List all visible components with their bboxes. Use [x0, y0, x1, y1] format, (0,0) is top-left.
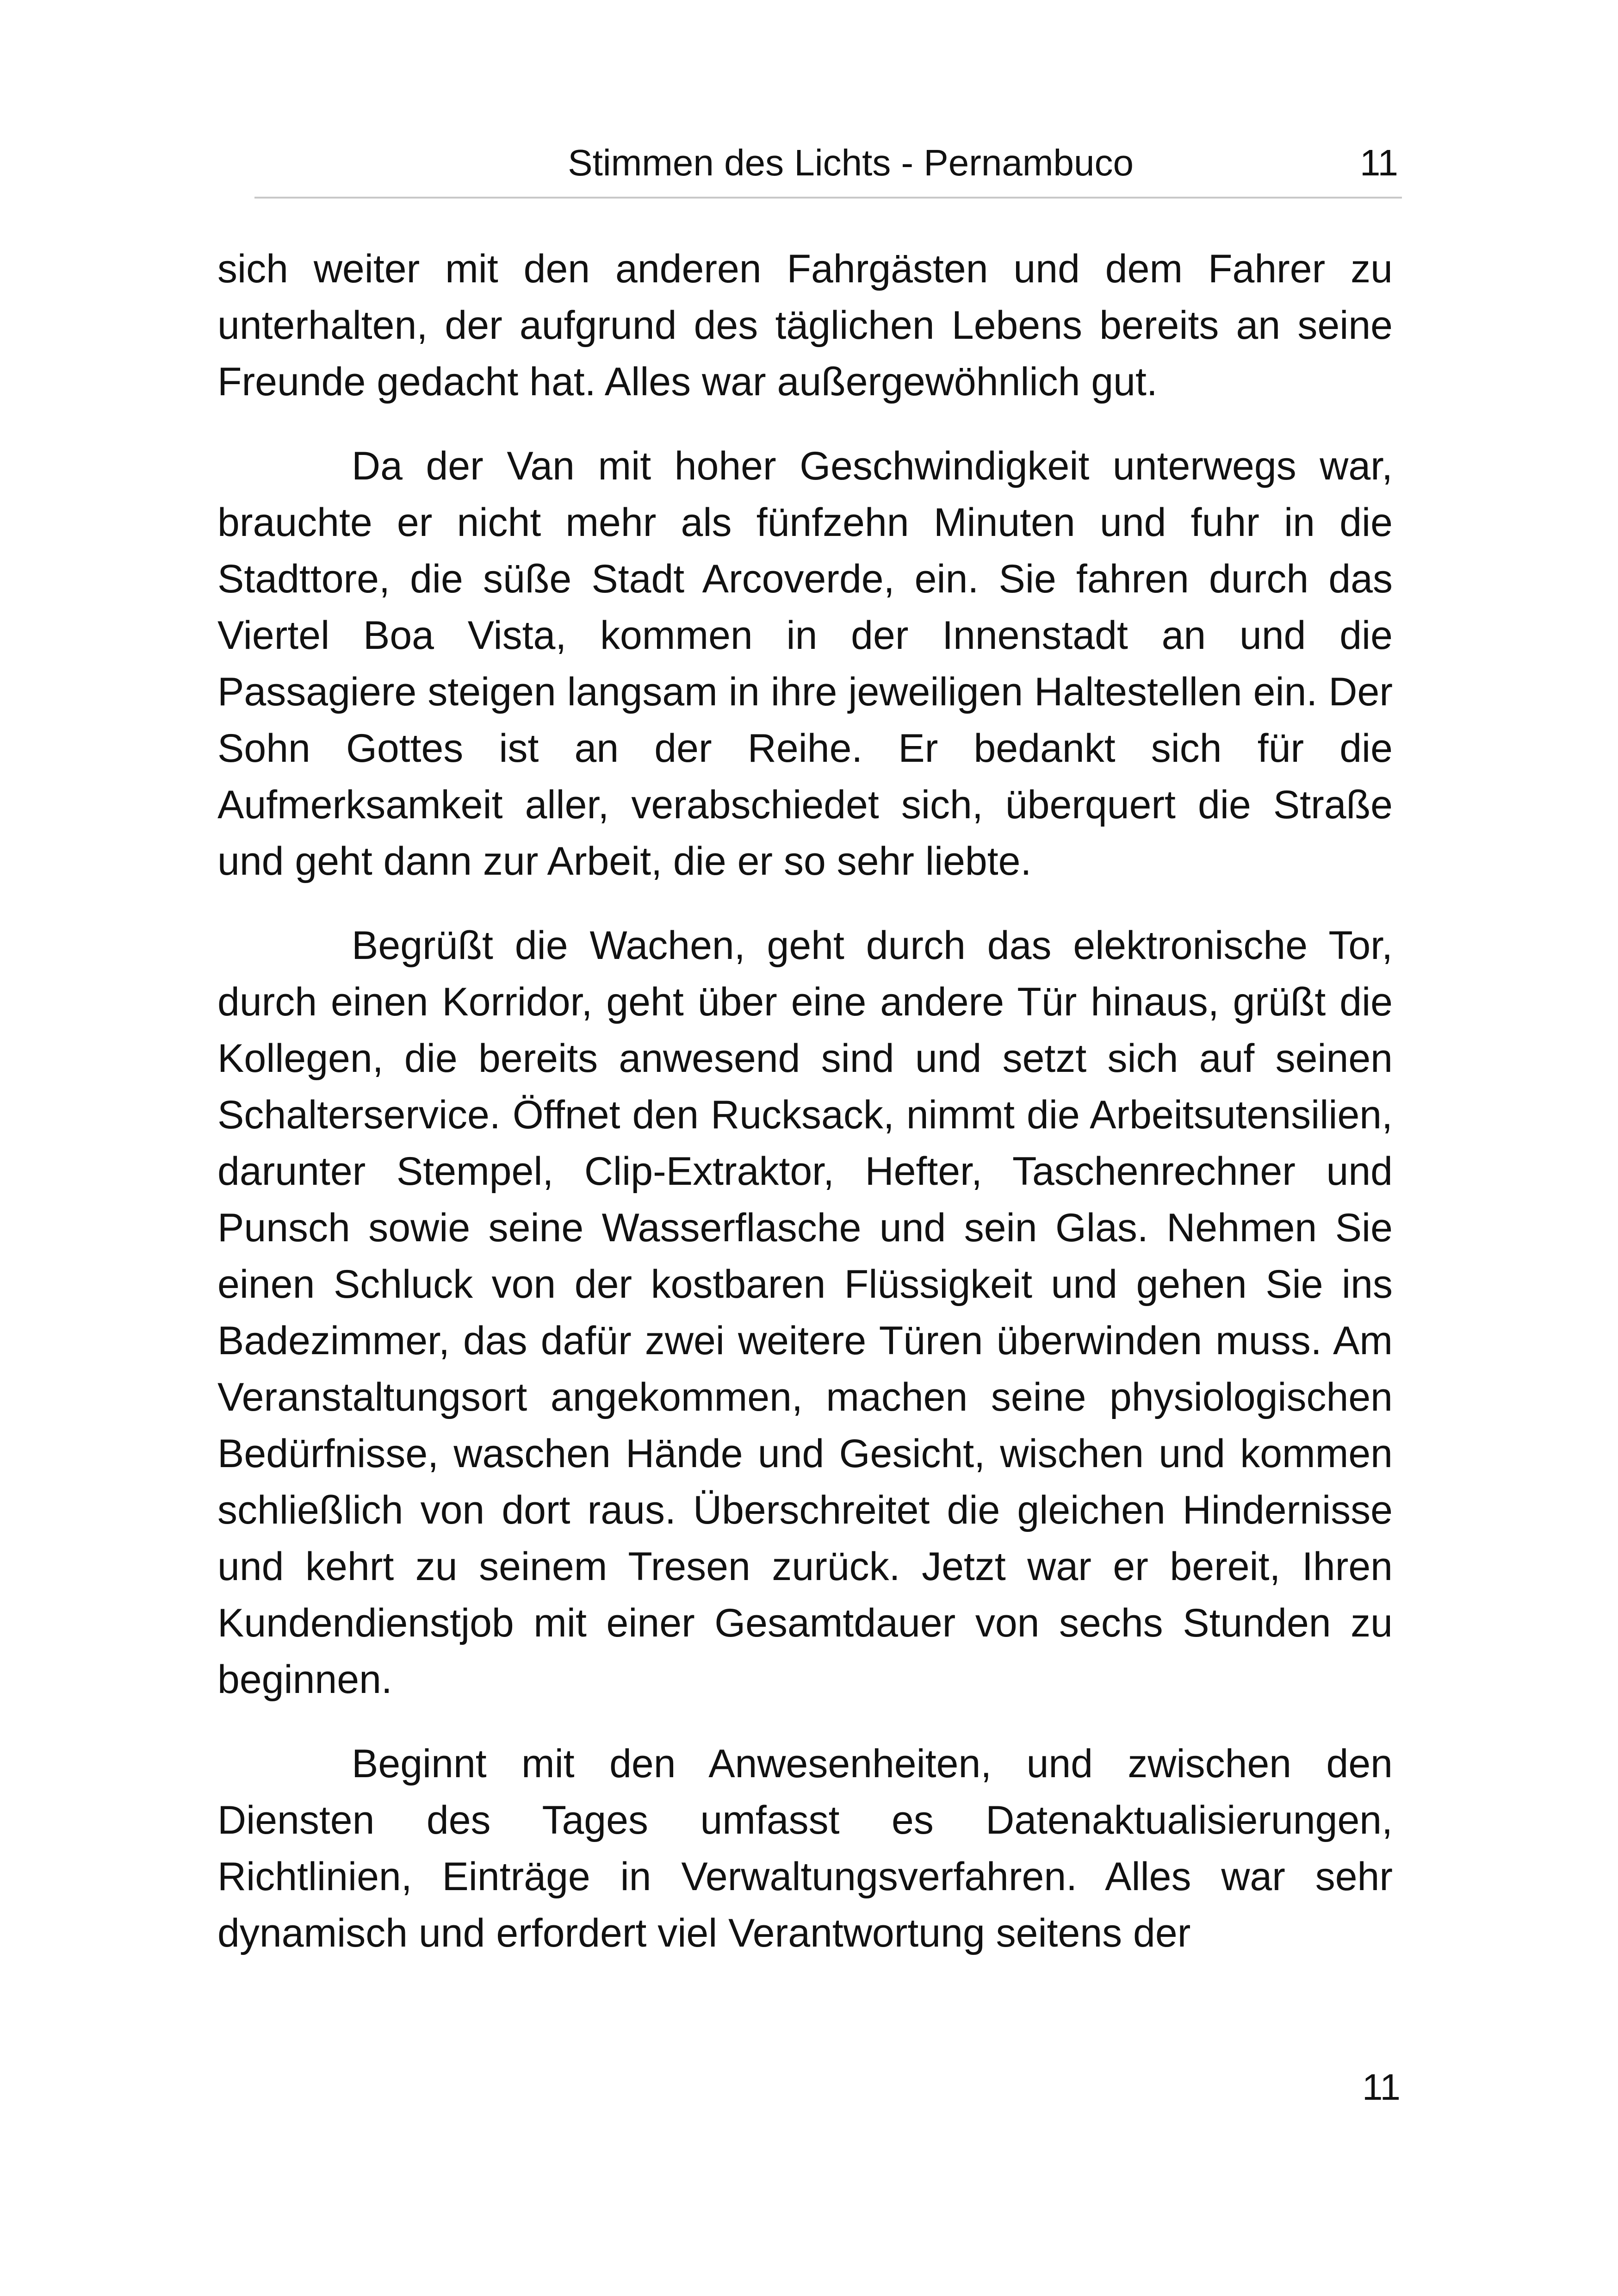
body-text: [217, 241, 1393, 1989]
paragraph-2: Da der Van mit hoher Geschwindigkeit unterwegs war, brauchte er nicht mehr als fünfzehn Minuten und fuhr in die Stadttore, die süße Stadt Arcoverde, ein. Sie fahren durch das Viertel Boa Vista, kommen in der Innenstadt an und die Passagiere steigen langsam in ihre jeweiligen Haltestellen ein. Der Sohn Gottes ist an der Reihe. Er bedankt sich für die Aufmerksamkeit aller, verabschiedet sich, überquert die Straße und geht dann zur Arbeit, die er so sehr liebte.: [217, 444, 1393, 884]
page-header: [254, 134, 1402, 199]
header-page-number: 11: [1359, 142, 1398, 183]
paragraph-4: Beginnt mit den Anwesenheiten, und zwischen den Diensten des Tages umfasst es Datenaktualisierungen, Richtlinien, Einträge in Verwaltungsverfahren. Alles war sehr dynamisch und erfordert viel Verantwortung seitens der: [217, 1742, 1393, 1955]
paragraph-3: Begrüßt die Wachen, geht durch das elektronische Tor, durch einen Korridor, geht über eine andere Tür hinaus, grüßt die Kollegen, die bereits anwesend sind und setzt sich auf seinen Schalterservice. Öffnet den Rucksack, nimmt die Arbeitsutensilien, darunter Stempel, Clip-Extraktor, Hefter, Taschenrechner und Punsch sowie seine Wasserflasche und sein Glas. Nehmen Sie einen Schluck von der kostbaren Flüssigkeit und gehen Sie ins Badezimmer, das dafür zwei weitere Türen überwinden muss. Am Veranstaltungsort angekommen, machen seine physiologischen Bedürfnisse, waschen Hände und Gesicht, wischen und kommen schließlich von dort raus. Überschreitet die gleichen Hindernisse und kehrt zu seinem Tresen zurück. Jetzt war er bereit, Ihren Kundendienstjob mit einer Gesamtdauer von sechs Stunden zu beginnen.: [217, 923, 1393, 1702]
paragraph-1: sich weiter mit den anderen Fahrgästen und dem Fahrer zu unterhalten, der aufgrund des täglichen Lebens bereits an seine Freunde gedacht hat. Alles war außergewöhnlich gut.: [217, 247, 1393, 404]
footer-page-number: 11: [1362, 2066, 1401, 2108]
running-title: Stimmen des Lichts - Pernambuco: [568, 142, 1134, 183]
